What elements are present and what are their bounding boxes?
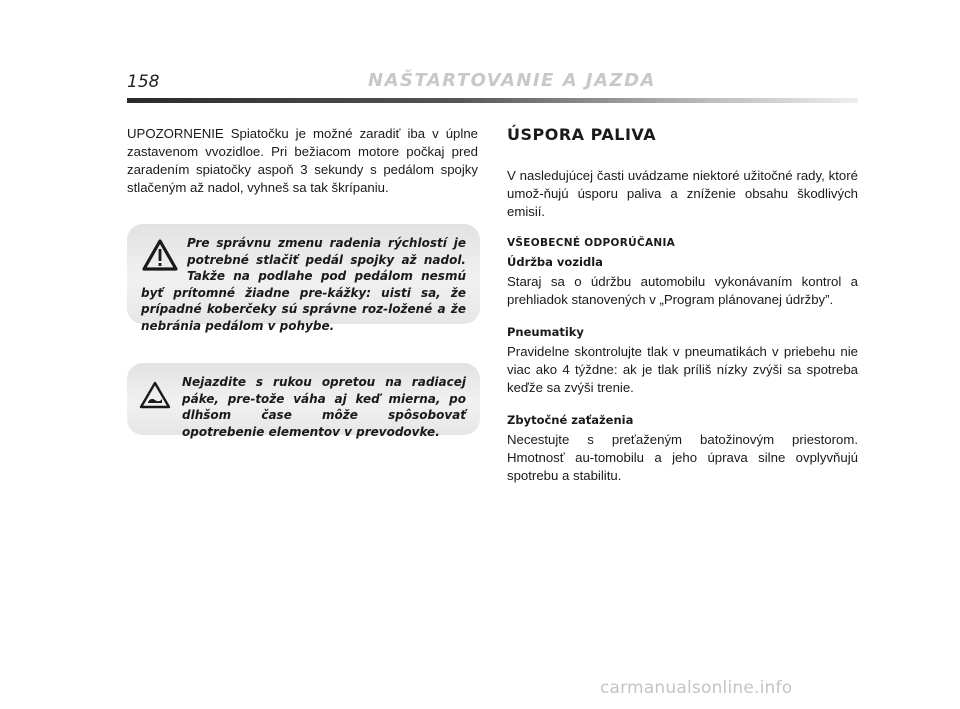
item-text-loads: Necestujte s preťaženým batožinovým priestorom. Hmotnosť au-tomobilu a jeho úprava silne ovplyvňujú spotrebu a stabilitu. [507, 432, 858, 483]
section-title: ÚSPORA PALIVA [507, 125, 657, 144]
item-text-tyres: Pravidelne skontrolujte tlak v pneumatikách v priebehu nie viac ako 4 týždne: ak je tlak príliš nízky zvýši sa spotreba keďže sa zvýši trenie. [507, 344, 858, 395]
page-title: NAŠTARTOVANIE A JAZDA [368, 70, 656, 91]
right-column [507, 125, 858, 485]
general-recommendations-heading: VŠEOBECNÉ ODPORÚČANIA [507, 237, 676, 249]
section-intro: V nasledujúcej časti uvádzame niektoré užitočné rady, ktoré umož-ňujú úsporu paliva a zníženie obsahu škodlivých emisií. [507, 168, 858, 219]
item-title-tyres: Pneumatiky [507, 325, 584, 339]
item-text-maintenance: Staraj sa o údržbu automobilu vykonávaním kontrol a prehliadok stanovených v „Program plánovanej údržby”. [507, 274, 858, 307]
warning-triangle-icon [141, 235, 183, 279]
gearstick-note-text: Nejazdite s rukou opretou na radiacej páke, pre-tože váha aj keď mierna, po dlhšom čase môže spôsobovať opotrebenie elementov v prevodovke. [182, 375, 466, 439]
left-column [127, 125, 478, 197]
page-number: 158 [127, 72, 160, 92]
item-title-maintenance: Údržba vozidla [507, 255, 603, 269]
reverse-gear-warning-text: UPOZORNENIE Spiatočku je možné zaradiť iba v úplne zastavenom vvozidloe. Pri bežiacom motore počkaj pred zaradením spiatočky aspoň 3 sekundy s pedálom spojky stlačeným až nadol, vyhneš sa tak škrípaniu. [127, 126, 478, 195]
caution-triangle-icon [139, 381, 171, 409]
note-box-gearstick [127, 363, 480, 439]
note-box-clutch [127, 224, 480, 333]
header-rule [127, 98, 858, 103]
clutch-note-text: Pre správnu zmenu radenia rýchlostí je potrebné stlačiť pedál spojky až nadol. Takže na podlahe pod pedálom nesmú byť prítomné žiadne pre-kážky: uisti sa, že prípadné koberčeky sú správne roz-ložené a že nebránia pedálom v pohybe. [141, 236, 466, 333]
watermark: carmanualsonline.info [600, 678, 793, 698]
item-title-loads: Zbytočné zaťaženia [507, 413, 634, 427]
